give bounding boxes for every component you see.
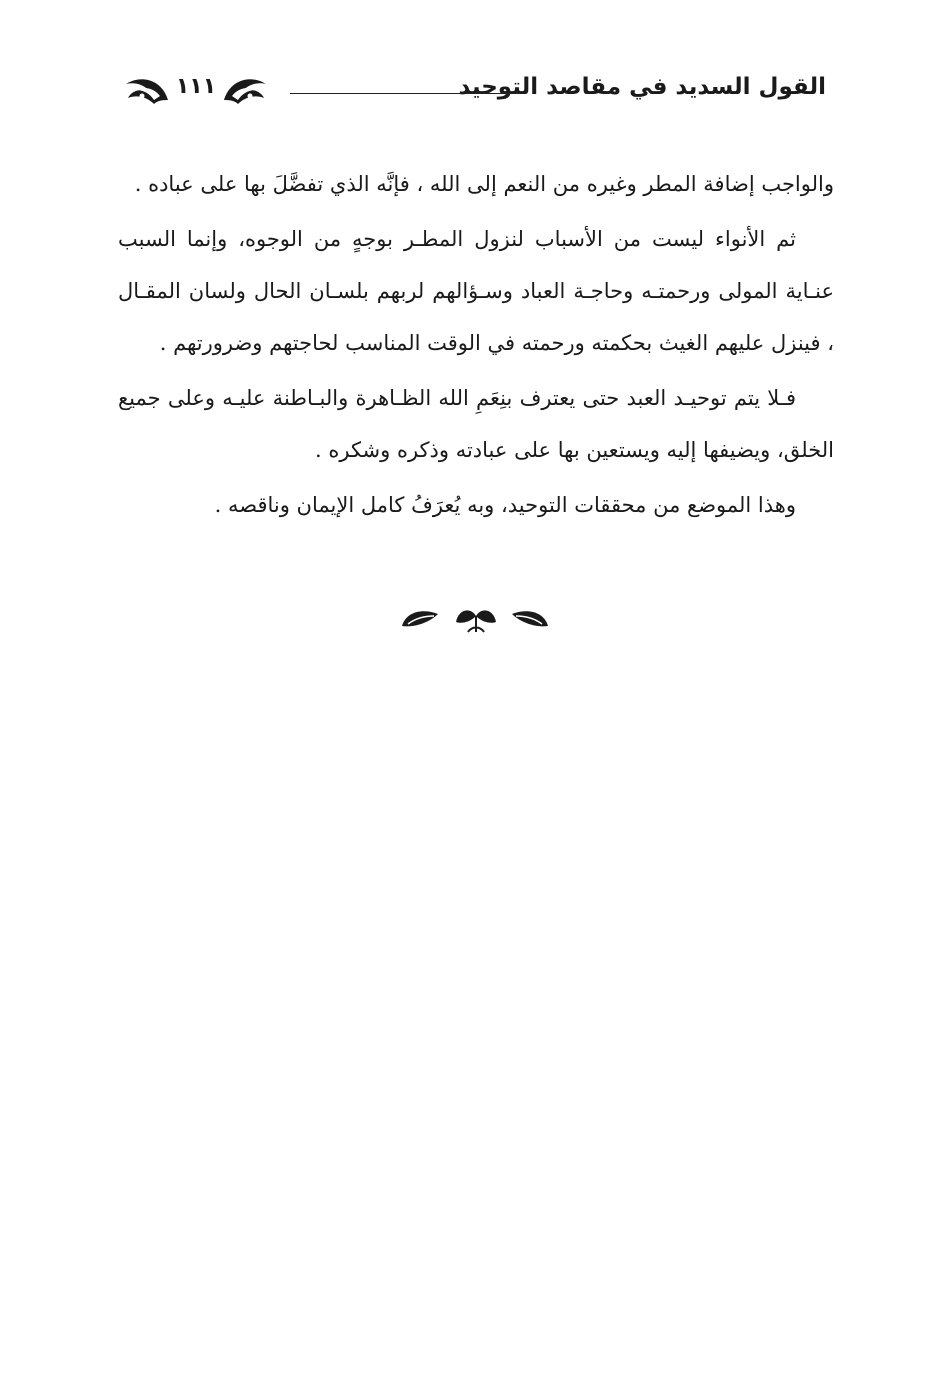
leaf-ornament-icon — [398, 602, 552, 636]
body-text — [118, 158, 834, 534]
floral-ornament-icon — [122, 70, 172, 110]
paragraph-4: وهذا الموضع من محققات التوحيد، وبه يُعرَفُ كامل الإيمان وناقصه . — [214, 493, 796, 517]
running-title: القول السديد في مقاصد التوحيد — [458, 74, 826, 100]
floral-ornament-icon — [220, 70, 270, 110]
page-number: ١١١ — [175, 74, 217, 99]
paragraph-2: ثم الأنواء ليست من الأسباب لنزول المطـر بوجهٍ من الوجوه، وإنما السبب عنـاية المولى ورحمتـه وحاجـة العباد وسـؤالهم لربهم بلسـان الحال ولسان المقـال ، فينزل عليهم الغيث بحكمته ورحمته في الوقت المناسب لحاجتهم وضرورتهم . — [118, 227, 834, 355]
header-rule — [290, 93, 520, 94]
paragraph-3: فـلا يتم توحيـد العبد حتى يعترف بنِعَمِ الله الظـاهرة والبـاطنة عليـه وعلى جميع الخلق، ويضيفها إليه ويستعين بها على عبادته وذكره وشكره . — [118, 386, 834, 462]
page-header — [120, 66, 826, 116]
page-number-group — [120, 70, 270, 110]
paragraph-1: والواجب إضافة المطر وغيره من النعم إلى الله ، فإنَّه الذي تفضَّلَ بها على عباده . — [134, 172, 834, 196]
